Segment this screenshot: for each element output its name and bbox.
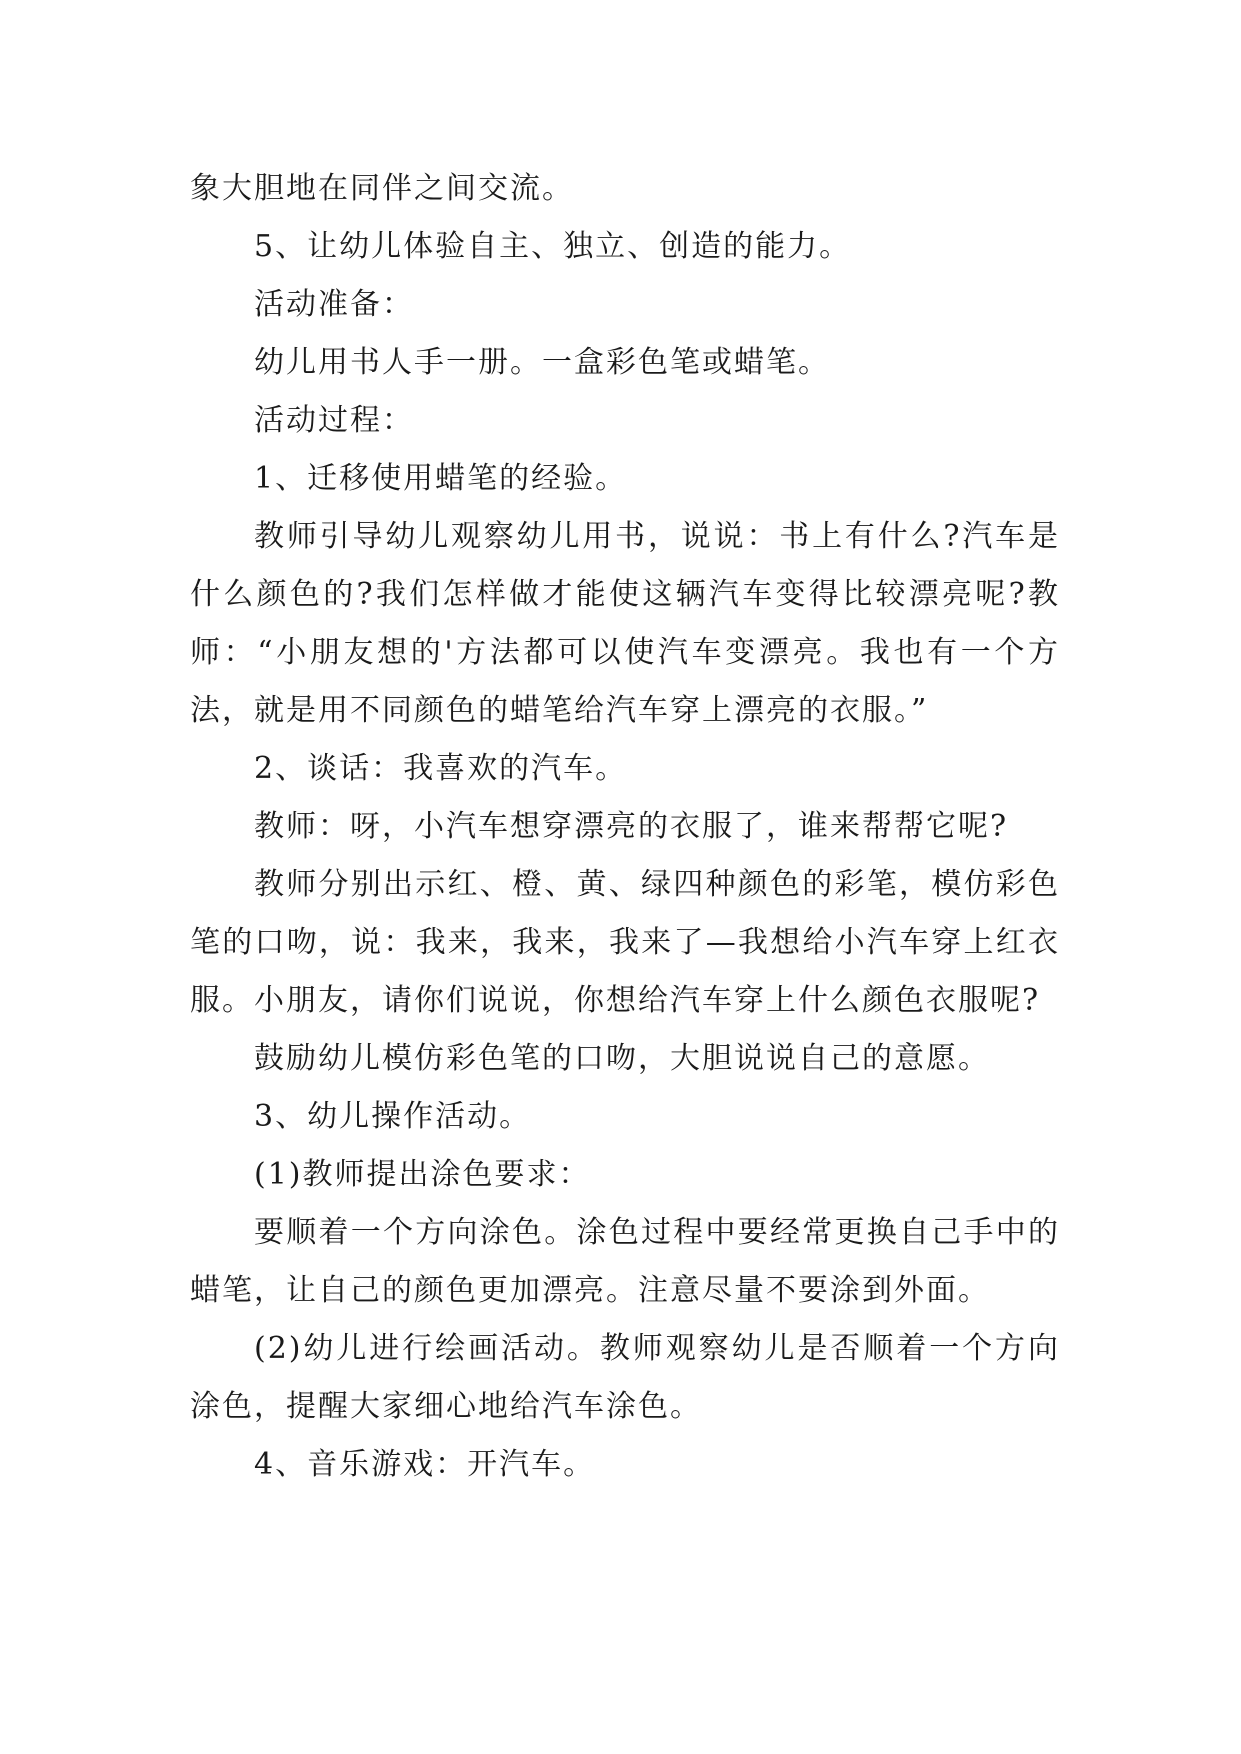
paragraph: (1)教师提出涂色要求： (254, 1157, 591, 1192)
section-heading: 活动过程： (254, 403, 414, 438)
paragraph: 5、让幼儿体验自主、独立、创造的能力。 (254, 229, 852, 264)
paragraph: 4、音乐游戏：开汽车。 (254, 1447, 596, 1482)
paragraph: 2、谈话：我喜欢的汽车。 (254, 751, 628, 786)
paragraph: 鼓励幼儿模仿彩色笔的口吻，大胆说说自己的意愿。 (254, 1041, 990, 1076)
paragraph: 象大胆地在同伴之间交流。 (190, 171, 574, 206)
paragraph: 3、幼儿操作活动。 (254, 1099, 532, 1134)
paragraph: 幼儿用书人手一册。一盒彩色笔或蜡笔。 (254, 345, 830, 380)
paragraph: 教师：呀，小汽车想穿漂亮的衣服了，谁来帮帮它呢? (254, 809, 1009, 844)
paragraph: 要顺着一个方向涂色。涂色过程中要经常更换自己手中的蜡笔，让自己的颜色更加漂亮。注意尽量不要涂到外面。 (190, 1215, 1060, 1308)
section-heading: 活动准备： (254, 287, 414, 322)
paragraph: 教师分别出示红、橙、黄、绿四种颜色的彩笔，模仿彩色笔的口吻，说：我来，我来，我来了—我想给小汽车穿上红衣服。小朋友，请你们说说，你想给汽车穿上什么颜色衣服呢? (190, 867, 1060, 1018)
paragraph: 教师引导幼儿观察幼儿用书，说说：书上有什么?汽车是什么颜色的?我们怎样做才能使这辆汽车变得比较漂亮呢?教师：“小朋友想的'方法都可以使汽车变漂亮。我也有一个方法，就是用不同颜色的蜡笔给汽车穿上漂亮的衣服。” (190, 519, 1060, 728)
document-body (190, 160, 1060, 1494)
paragraph: 1、迁移使用蜡笔的经验。 (254, 461, 628, 496)
paragraph: (2)幼儿进行绘画活动。教师观察幼儿是否顺着一个方向涂色，提醒大家细心地给汽车涂色。 (190, 1331, 1060, 1424)
